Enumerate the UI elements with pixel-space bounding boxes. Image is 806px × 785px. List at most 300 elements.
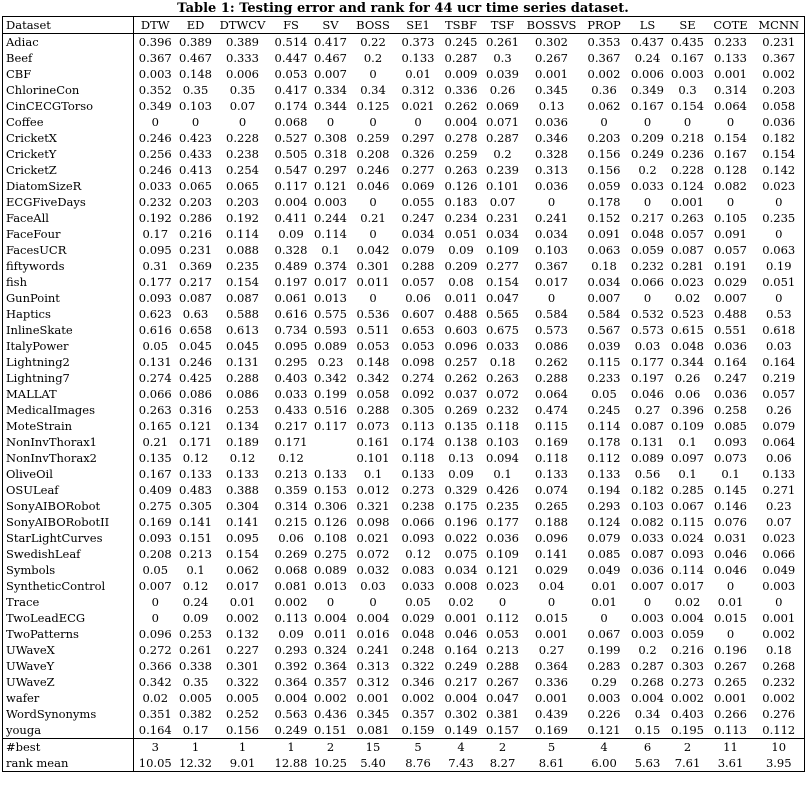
table-cell: 0.262 <box>444 371 478 385</box>
table-cell: 0.505 <box>274 147 308 161</box>
table-cell: 0.081 <box>356 723 390 737</box>
table-row <box>3 146 805 162</box>
table-cell: 0 <box>775 227 783 241</box>
table-cell: 0.036 <box>762 115 796 129</box>
table-row <box>3 466 805 482</box>
table-cell: 0.169 <box>138 515 172 529</box>
dataset-name: CBF <box>3 66 134 82</box>
table-cell: 0.013 <box>314 291 347 305</box>
table-cell: 0.031 <box>714 531 747 545</box>
table-cell: 0.435 <box>671 35 704 49</box>
table-cell: 0.072 <box>356 547 390 561</box>
table-cell: 0.274 <box>138 371 172 385</box>
column-header-tsf: TSF <box>483 17 523 34</box>
table-row <box>3 498 805 514</box>
table-cell: 0.231 <box>486 211 519 225</box>
table-row <box>3 162 805 178</box>
table-cell: 0.154 <box>762 147 796 161</box>
table-cell: 0.016 <box>356 627 390 641</box>
table-cell: 9.01 <box>229 756 256 770</box>
table-cell: 0.059 <box>587 179 621 193</box>
table-cell: 0.07 <box>489 195 516 209</box>
table-cell: 0.165 <box>138 419 172 433</box>
table-cell: 0.2 <box>638 163 657 177</box>
table-cell: 0.013 <box>314 579 347 593</box>
table-cell: 0.615 <box>671 323 704 337</box>
table-cell: 0.236 <box>671 147 704 161</box>
table-cell: 0.653 <box>401 323 435 337</box>
table-cell: 0.003 <box>587 691 621 705</box>
table-cell: 0.575 <box>314 307 347 321</box>
table-cell: 0.249 <box>444 659 478 673</box>
table-cell: 0.35 <box>182 675 209 689</box>
table-cell: 0.12 <box>229 451 256 465</box>
table-cell: 0.067 <box>671 499 704 513</box>
table-cell: 0.049 <box>587 563 621 577</box>
dataset-name: CinCECGTorso <box>3 98 134 114</box>
table-cell: 0.235 <box>486 499 519 513</box>
table-row <box>3 482 805 498</box>
table-cell: 0.305 <box>401 403 435 417</box>
table-cell: 0.046 <box>631 387 664 401</box>
table-cell: 0.048 <box>401 627 435 641</box>
dataset-name: MedicalImages <box>3 402 134 418</box>
table-cell: 0.235 <box>762 211 796 225</box>
table-cell: 0.244 <box>314 211 347 225</box>
table-cell: 0.217 <box>179 275 212 289</box>
table-cell: 0.068 <box>274 563 308 577</box>
table-cell: 0.053 <box>401 339 435 353</box>
table-cell: 0.113 <box>274 611 308 625</box>
table-cell: 10 <box>754 739 805 756</box>
table-cell: 0.245 <box>444 35 478 49</box>
table-cell: 0.216 <box>671 643 704 657</box>
table-cell: 0 <box>151 115 159 129</box>
table-cell: 0.075 <box>444 547 478 561</box>
table-cell: 0.267 <box>714 659 747 673</box>
table-cell: 0.381 <box>486 707 519 721</box>
table-cell: 0.101 <box>356 451 390 465</box>
table-cell: 0.05 <box>591 387 617 401</box>
table-cell: 0.367 <box>762 51 796 65</box>
table-cell: 0 <box>369 115 377 129</box>
table-cell: 0.096 <box>138 627 172 641</box>
table-cell: 0 <box>547 595 556 609</box>
table-cell: 0.318 <box>314 147 347 161</box>
table-cell: 0.287 <box>444 51 478 65</box>
dataset-name: Lightning2 <box>3 354 134 370</box>
table-cell: 0.278 <box>444 131 478 145</box>
table-row <box>3 258 805 274</box>
table-cell: 0.313 <box>356 659 390 673</box>
table-cell: 0.034 <box>486 227 519 241</box>
table-cell: 0.04 <box>538 579 565 593</box>
table-row <box>3 290 805 306</box>
table-cell: 0.603 <box>444 323 478 337</box>
table-cell: 0.351 <box>138 707 172 721</box>
table-cell: 0.199 <box>314 387 347 401</box>
table-cell: 0.269 <box>444 403 478 417</box>
table-cell: 0.114 <box>314 227 347 241</box>
table-cell: 0.033 <box>401 579 435 593</box>
table-cell: 0.324 <box>314 643 347 657</box>
table-cell: 0.01 <box>591 579 617 593</box>
dataset-name: SyntheticControl <box>3 578 134 594</box>
table-row <box>3 594 805 610</box>
table-cell: 0.17 <box>142 227 169 241</box>
table-cell: 0.133 <box>401 467 435 481</box>
table-cell: 2 <box>312 739 350 756</box>
table-cell: 0.271 <box>762 483 796 497</box>
table-cell: 0.064 <box>535 387 568 401</box>
table-cell: 0.197 <box>631 371 664 385</box>
table-cell: 0.065 <box>179 179 212 193</box>
dataset-name: UWaveY <box>3 658 134 674</box>
table-cell: 0.03 <box>360 579 386 593</box>
table-cell: 0.24 <box>634 51 661 65</box>
table-cell: 0.001 <box>762 611 796 625</box>
table-cell: 0.045 <box>179 339 212 353</box>
table-cell: 0.265 <box>535 499 568 513</box>
table-cell: 0.004 <box>631 691 664 705</box>
table-cell: 0.036 <box>535 179 568 193</box>
table-cell <box>312 434 350 450</box>
table-cell: 0.023 <box>671 275 704 289</box>
table-cell: 0.174 <box>401 435 435 449</box>
table-cell: 0.413 <box>179 163 212 177</box>
table-cell: 0.154 <box>714 131 747 145</box>
table-cell: 0.178 <box>587 435 621 449</box>
table-cell: 0.192 <box>138 211 172 225</box>
table-cell: 0.069 <box>486 99 519 113</box>
dataset-name: Symbols <box>3 562 134 578</box>
table-cell: 0.001 <box>535 67 568 81</box>
table-row <box>3 242 805 258</box>
table-cell: 0.003 <box>138 67 172 81</box>
table-cell: 0.008 <box>444 579 478 593</box>
table-cell: 0.167 <box>671 51 704 65</box>
table-cell: 0.426 <box>486 483 519 497</box>
table-cell: 0.349 <box>138 99 172 113</box>
table-cell: 0 <box>775 291 783 305</box>
table-cell: 0.06 <box>765 451 792 465</box>
table-cell: 0.032 <box>356 563 390 577</box>
table-cell: 0.083 <box>401 563 435 577</box>
table-cell: 0.133 <box>535 467 568 481</box>
table-cell: 0.08 <box>448 275 474 289</box>
dataset-name: MALLAT <box>3 386 134 402</box>
table-cell: 0.12 <box>182 451 209 465</box>
table-cell: 0.029 <box>401 611 435 625</box>
table-cell: 0.1 <box>678 467 697 481</box>
table-cell: 0 <box>775 195 783 209</box>
table-cell: 0.175 <box>444 499 478 513</box>
table-cell: 0.128 <box>714 163 747 177</box>
dataset-name: NonInvThorax2 <box>3 450 134 466</box>
table-cell: 0.254 <box>226 163 259 177</box>
table-cell: 0.002 <box>762 67 796 81</box>
table-cell: 0.403 <box>671 707 704 721</box>
table-cell: 0 <box>683 115 692 129</box>
table-row <box>3 306 805 322</box>
table-cell: 0.005 <box>179 691 212 705</box>
table-cell: 0.072 <box>486 387 519 401</box>
table-cell: 0.31 <box>142 259 169 273</box>
table-row <box>3 34 805 51</box>
table-cell: 0.046 <box>444 627 478 641</box>
table-cell: 0.367 <box>535 259 568 273</box>
table-summary <box>3 739 805 772</box>
table-cell: 0.073 <box>714 451 747 465</box>
table-cell: 0.135 <box>138 451 172 465</box>
table-cell: 0.199 <box>587 643 621 657</box>
table-cell: 0.131 <box>631 435 664 449</box>
table-cell: 0.182 <box>631 483 664 497</box>
table-cell: 0.329 <box>444 483 478 497</box>
table-cell: 0.068 <box>274 115 308 129</box>
table-cell: 0.547 <box>274 163 308 177</box>
table-cell: 0.417 <box>274 83 308 97</box>
table-cell: 0.273 <box>401 483 435 497</box>
table-row <box>3 578 805 594</box>
table-cell: 0.536 <box>356 307 390 321</box>
table-cell: 0.141 <box>535 547 568 561</box>
table-cell: 0.35 <box>182 83 209 97</box>
table-cell: 0.006 <box>631 67 664 81</box>
dataset-name: Trace <box>3 594 134 610</box>
table-cell: 0 <box>643 291 652 305</box>
dataset-name: SwedishLeaf <box>3 546 134 562</box>
table-cell: 0.113 <box>401 419 435 433</box>
table-cell: 0.511 <box>356 323 390 337</box>
table-cell: 0.058 <box>356 387 390 401</box>
table-cell: 0.532 <box>631 307 664 321</box>
table-cell: 0.336 <box>535 675 568 689</box>
table-cell: 0.148 <box>179 67 212 81</box>
table-cell: 0.21 <box>142 435 169 449</box>
table-cell: 0.305 <box>179 499 212 513</box>
table-cell: 0.036 <box>486 531 519 545</box>
dataset-name: Lightning7 <box>3 370 134 386</box>
table-cell: 0.267 <box>486 675 519 689</box>
table-cell: 0.048 <box>671 339 704 353</box>
table-cell: 0.167 <box>631 99 664 113</box>
table-cell: 0.117 <box>274 179 308 193</box>
table-cell: 0.06 <box>674 387 701 401</box>
table-cell: 0.167 <box>138 467 172 481</box>
table-cell: 0.262 <box>535 355 568 369</box>
table-row <box>3 658 805 674</box>
table-cell: 0.277 <box>486 259 519 273</box>
dataset-name: MoteStrain <box>3 418 134 434</box>
table-row <box>3 739 805 756</box>
table-cell: 0.002 <box>762 691 796 705</box>
table-cell: 0.059 <box>631 243 664 257</box>
table-cell: 5 <box>523 739 581 756</box>
table-cell: 0.073 <box>356 419 390 433</box>
table-cell: 0.208 <box>356 147 390 161</box>
table-cell: 0.007 <box>314 67 347 81</box>
table-cell: 0.396 <box>671 403 704 417</box>
table-cell: 0 <box>151 595 159 609</box>
table-cell: 0.003 <box>762 579 796 593</box>
table-cell: 0.281 <box>671 259 704 273</box>
table-cell: 0.286 <box>179 211 212 225</box>
table-cell: 0.135 <box>444 419 478 433</box>
table-cell: 0.409 <box>138 483 172 497</box>
table-cell: 0.18 <box>765 643 792 657</box>
table-cell: 0.087 <box>631 547 664 561</box>
dataset-name: FacesUCR <box>3 242 134 258</box>
table-cell: 0.352 <box>138 83 172 97</box>
table-cell: 0.06 <box>405 291 431 305</box>
table-cell: 0.125 <box>356 99 390 113</box>
table-cell: 0.483 <box>179 483 212 497</box>
table-cell: 12.32 <box>179 756 212 770</box>
table-cell: 2 <box>668 739 708 756</box>
table-cell: 0.308 <box>314 131 347 145</box>
table-cell: 0.171 <box>179 435 212 449</box>
table-cell: 0.194 <box>587 483 621 497</box>
table-cell: 0.002 <box>226 611 259 625</box>
table-cell: 0.024 <box>671 531 704 545</box>
table-cell: 0.216 <box>179 227 212 241</box>
table-cell: 0.367 <box>587 51 621 65</box>
table-cell: 0.246 <box>179 355 212 369</box>
table-cell: 11 <box>708 739 754 756</box>
table-cell: 0.274 <box>401 371 435 385</box>
table-row <box>3 642 805 658</box>
column-header-ls: LS <box>628 17 668 34</box>
table-cell: 0.091 <box>714 227 747 241</box>
table-cell: 0.071 <box>486 115 519 129</box>
table-cell: 0.177 <box>486 515 519 529</box>
table-cell: 0.001 <box>356 691 390 705</box>
table-cell: 0.573 <box>535 323 568 337</box>
table-row <box>3 98 805 114</box>
table-cell: 0.346 <box>535 131 568 145</box>
table-row <box>3 674 805 690</box>
dataset-name: StarLightCurves <box>3 530 134 546</box>
table-cell: 0.275 <box>314 547 347 561</box>
table-cell: 0.095 <box>226 531 259 545</box>
table-cell: 0.105 <box>714 211 747 225</box>
table-cell: 0.017 <box>226 579 259 593</box>
table-cell: 0.004 <box>444 691 478 705</box>
table-cell: 0.616 <box>138 323 172 337</box>
table-cell: 0.258 <box>714 403 747 417</box>
table-cell: 4 <box>581 739 628 756</box>
table-cell: 0.203 <box>226 195 259 209</box>
table-cell: 0.01 <box>717 595 744 609</box>
table-cell: 0.23 <box>317 355 344 369</box>
column-header-tsbf: TSBF <box>440 17 483 34</box>
table-cell: 5 <box>397 739 440 756</box>
table-cell: 0.488 <box>444 307 478 321</box>
table-cell: 0.388 <box>226 483 259 497</box>
table-cell: 0.226 <box>587 707 621 721</box>
table-cell: 0.563 <box>274 707 308 721</box>
table-cell: 0.046 <box>714 563 747 577</box>
table-cell: 0.154 <box>486 275 519 289</box>
table-cell: 0.253 <box>179 627 212 641</box>
table-cell: 0.326 <box>401 147 435 161</box>
table-cell: 0.196 <box>444 515 478 529</box>
table-cell: 0.001 <box>671 195 704 209</box>
table-cell: 0.007 <box>631 579 664 593</box>
table-cell: 0.133 <box>314 467 347 481</box>
table-cell: 0 <box>547 291 556 305</box>
table-cell: 0.087 <box>671 243 704 257</box>
dataset-name: InlineSkate <box>3 322 134 338</box>
table-cell: 0.156 <box>587 147 621 161</box>
column-header-mcnn: MCNN <box>754 17 805 34</box>
table-cell: 0.209 <box>631 131 664 145</box>
table-cell: 0.109 <box>486 243 519 257</box>
table-cell: 0.05 <box>405 595 431 609</box>
table-cell: 0.02 <box>448 595 474 609</box>
table-cell: 0.29 <box>591 675 617 689</box>
table-cell: 0.001 <box>535 691 568 705</box>
table-cell: 0.616 <box>274 307 308 321</box>
table-cell: 0 <box>414 115 422 129</box>
table-cell: 0.103 <box>486 435 519 449</box>
table-cell: 0.3 <box>493 51 512 65</box>
table-cell: 0.265 <box>714 675 747 689</box>
table-cell: 0.004 <box>671 611 704 625</box>
table-cell: 0.245 <box>587 403 621 417</box>
table-cell: 0.403 <box>274 371 308 385</box>
table-cell: 0.133 <box>226 467 259 481</box>
table-cell: 0.004 <box>314 611 347 625</box>
table-cell: 0.066 <box>631 275 664 289</box>
table-cell: 0.573 <box>631 323 664 337</box>
table-cell: 0.392 <box>274 659 308 673</box>
table-cell: 0.092 <box>401 387 435 401</box>
table-cell: 0.259 <box>356 131 390 145</box>
table-cell: 0.23 <box>765 499 792 513</box>
table-cell: 1 <box>177 739 215 756</box>
table-cell: 0.003 <box>631 611 664 625</box>
table-cell: 0.055 <box>401 195 435 209</box>
table-row <box>3 514 805 530</box>
dataset-name: UWaveX <box>3 642 134 658</box>
dataset-name: ItalyPower <box>3 338 134 354</box>
table-cell: 0.287 <box>486 131 519 145</box>
table-cell: 0.093 <box>138 531 172 545</box>
table-cell: 0.034 <box>401 227 435 241</box>
table-cell: 0 <box>151 611 159 625</box>
table-cell: 3.61 <box>717 756 744 770</box>
table-cell: 0.017 <box>535 275 568 289</box>
table-cell: 0.203 <box>587 131 621 145</box>
table-cell: 0.217 <box>274 419 308 433</box>
table-cell: 0.03 <box>765 339 792 353</box>
table-cell: 0.203 <box>762 83 796 97</box>
table-cell: 0.248 <box>401 643 435 657</box>
table-cell: 0 <box>326 595 335 609</box>
dataset-name: GunPoint <box>3 290 134 306</box>
table-cell: 0.261 <box>179 643 212 657</box>
table-cell: 0.22 <box>360 35 386 49</box>
table-cell: 0.079 <box>762 419 796 433</box>
table-cell: 0.07 <box>765 515 792 529</box>
table-cell: 0.24 <box>182 595 209 609</box>
table-row <box>3 402 805 418</box>
table-cell: 0.138 <box>444 435 478 449</box>
table-cell: 0.048 <box>631 227 664 241</box>
table-cell: 0.131 <box>226 355 259 369</box>
